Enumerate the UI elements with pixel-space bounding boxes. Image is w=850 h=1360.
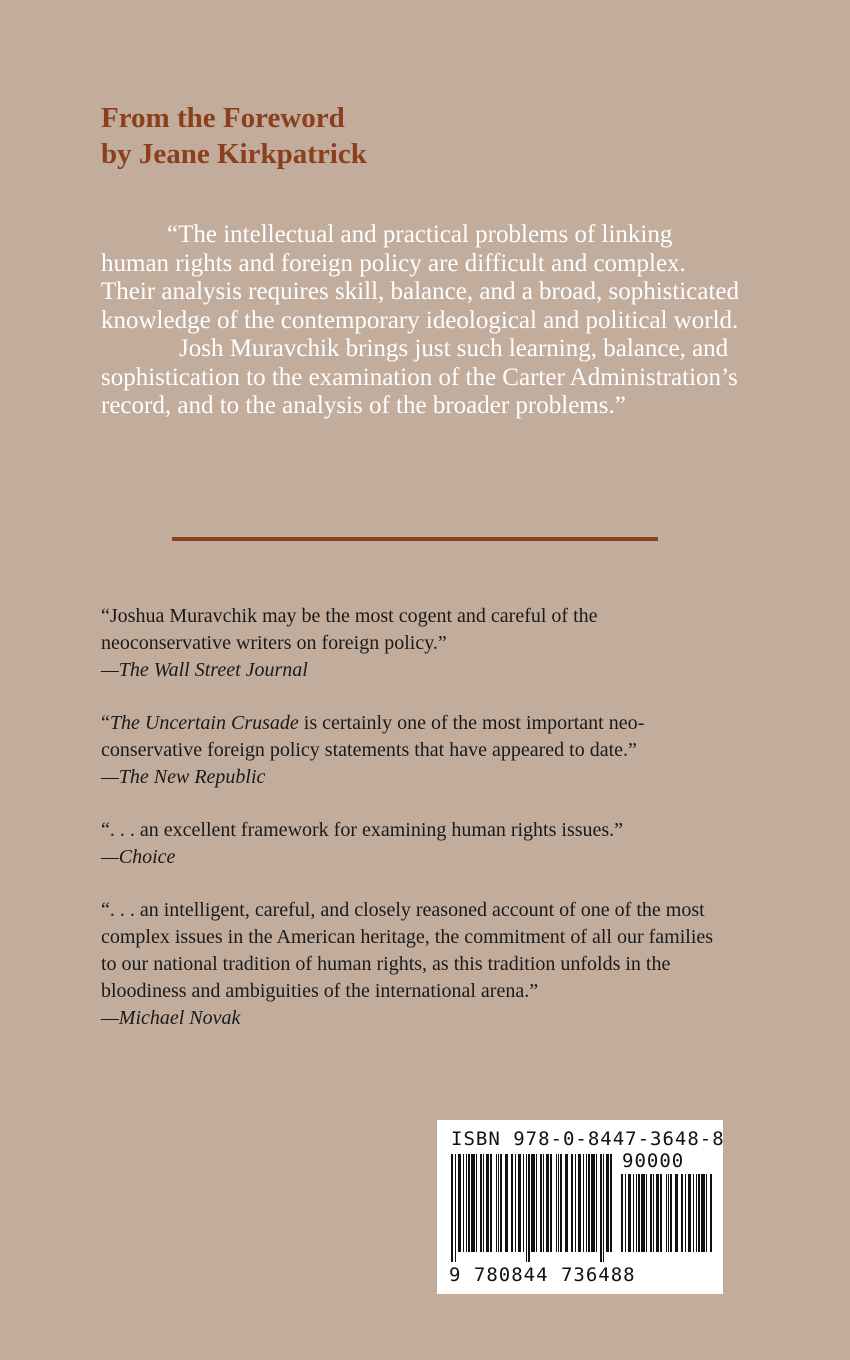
foreword-heading-line1: From the Foreword: [101, 102, 345, 134]
barcode-bar: [710, 1174, 712, 1252]
barcode-bar: [498, 1154, 499, 1252]
barcode-bar: [556, 1154, 557, 1252]
barcode-bar: [600, 1154, 602, 1262]
barcode-bar: [693, 1174, 694, 1252]
barcode-bar: [526, 1154, 527, 1262]
barcode-bar: [486, 1154, 489, 1252]
barcode-bar: [496, 1154, 497, 1252]
review-quote: “. . . an intelligent, careful, and closely reasoned account of one of the most complex issues in the American heritage, the commitment of all our families to our national tradition of human rights, as this tradition unfolds in the bloodiness and ambiguities of the international arena.”: [101, 899, 714, 1002]
review-source: —The Wall Street Journal: [101, 659, 308, 681]
review-quote: “. . . an excellent framework for examining human rights issues.”: [101, 819, 624, 841]
barcode-bar: [505, 1154, 508, 1252]
review-choice: [101, 817, 731, 871]
barcode-bar: [471, 1154, 475, 1252]
review-quote: [101, 710, 731, 764]
barcode-bar: [653, 1174, 654, 1252]
isbn-barcode: [437, 1120, 723, 1294]
barcode-bar: [455, 1154, 456, 1262]
barcode-bar: [531, 1154, 535, 1252]
review-source: —Choice: [101, 846, 176, 868]
isbn-label: ISBN 978-0-8447-3648-8: [451, 1128, 725, 1150]
barcode-bar: [633, 1174, 634, 1252]
barcode-bar: [528, 1154, 530, 1262]
barcode-bar: [701, 1174, 705, 1252]
barcode-bar: [636, 1174, 637, 1252]
barcode-bar: [518, 1154, 521, 1252]
barcode-bar: [468, 1154, 470, 1252]
barcode-bar: [476, 1154, 477, 1252]
barcode-bar: [458, 1154, 461, 1252]
barcode-bar: [591, 1154, 595, 1252]
barcode-bar: [610, 1154, 612, 1252]
barcode-bar: [606, 1154, 609, 1252]
barcode-bar: [706, 1174, 707, 1252]
barcode-bar: [565, 1154, 568, 1252]
review-wall-street-journal: [101, 603, 731, 684]
barcode-bar: [670, 1174, 672, 1252]
barcode-bar: [543, 1154, 544, 1252]
barcode-bar: [558, 1154, 559, 1252]
foreword-quote: [101, 221, 741, 421]
barcode-bar: [696, 1174, 697, 1252]
book-title: The Uncertain Crusade: [109, 712, 299, 734]
barcode-bar: [685, 1174, 686, 1252]
barcode-bar: [660, 1174, 662, 1252]
barcode-bar: [536, 1154, 537, 1252]
barcode-bar: [650, 1174, 652, 1252]
barcode-bar: [666, 1174, 667, 1252]
barcode-bar: [603, 1154, 604, 1262]
divider-rule: [172, 537, 658, 541]
barcode-bar: [546, 1154, 549, 1252]
price-addon-code: 90000: [622, 1150, 685, 1172]
foreword-paragraph-1: “The intellectual and practical problems of linking human rights and foreign policy are difficult and complex. Their analysis requires skill, balance, and a broad, sophisticated knowledge of the contemporary ideological and political world.: [101, 221, 739, 334]
foreword-heading-line2: by Jeane Kirkpatrick: [101, 138, 367, 170]
barcode-bar: [698, 1174, 700, 1252]
foreword-heading: [101, 100, 367, 172]
barcode-bar: [675, 1174, 678, 1252]
barcode-bar: [575, 1154, 576, 1252]
barcode-bar: [688, 1174, 691, 1252]
addon-barcode-bars: [621, 1174, 713, 1262]
quote-open-mark: “: [101, 712, 110, 734]
quote-body: is certainly one of the most important neo-conservative foreign policy statements that have appeared to date.”: [101, 712, 645, 761]
barcode-bar: [511, 1154, 513, 1252]
barcode-bar: [628, 1174, 631, 1252]
barcode-bar: [586, 1154, 587, 1252]
barcode-bar: [480, 1154, 482, 1252]
barcode-bar: [638, 1174, 640, 1252]
foreword-paragraph-2: Josh Muravchik brings just such learning, balance, and sophistication to the examination of the Carter Administration’s record, and to the analysis of the broader problems.”: [101, 335, 738, 419]
barcode-bar: [466, 1154, 467, 1252]
barcode-bar: [483, 1154, 484, 1252]
barcode-bar: [641, 1174, 645, 1252]
barcode-bar: [588, 1154, 590, 1252]
barcode-bar: [463, 1154, 464, 1252]
barcode-bar: [515, 1154, 516, 1252]
barcode-bar: [578, 1154, 581, 1252]
barcode-bar: [540, 1154, 542, 1252]
barcode-bar: [596, 1154, 597, 1252]
barcode-bar: [625, 1174, 626, 1252]
barcode-bar: [550, 1154, 552, 1252]
ean-number: 9 780844 736488: [449, 1264, 636, 1286]
ean-barcode-bars: [451, 1154, 617, 1262]
barcode-bar: [560, 1154, 562, 1252]
barcode-bar: [621, 1174, 623, 1252]
barcode-bar: [500, 1154, 502, 1252]
review-quote: “Joshua Muravchik may be the most cogent and careful of the neoconservative writers on foreign policy.”: [101, 605, 598, 654]
barcode-bar: [656, 1174, 659, 1252]
barcode-bar: [571, 1154, 573, 1252]
barcode-bar: [646, 1174, 647, 1252]
review-source: —The New Republic: [101, 766, 266, 788]
barcode-bar: [490, 1154, 492, 1252]
barcode-bar: [681, 1174, 683, 1252]
review-source: —Michael Novak: [101, 1007, 241, 1029]
reviews-section: [101, 603, 731, 1058]
barcode-bar: [668, 1174, 669, 1252]
barcode-bar: [523, 1154, 524, 1252]
barcode-bar: [583, 1154, 584, 1252]
review-michael-novak: [101, 897, 731, 1032]
barcode-bar: [451, 1154, 453, 1262]
review-new-republic: [101, 710, 731, 791]
